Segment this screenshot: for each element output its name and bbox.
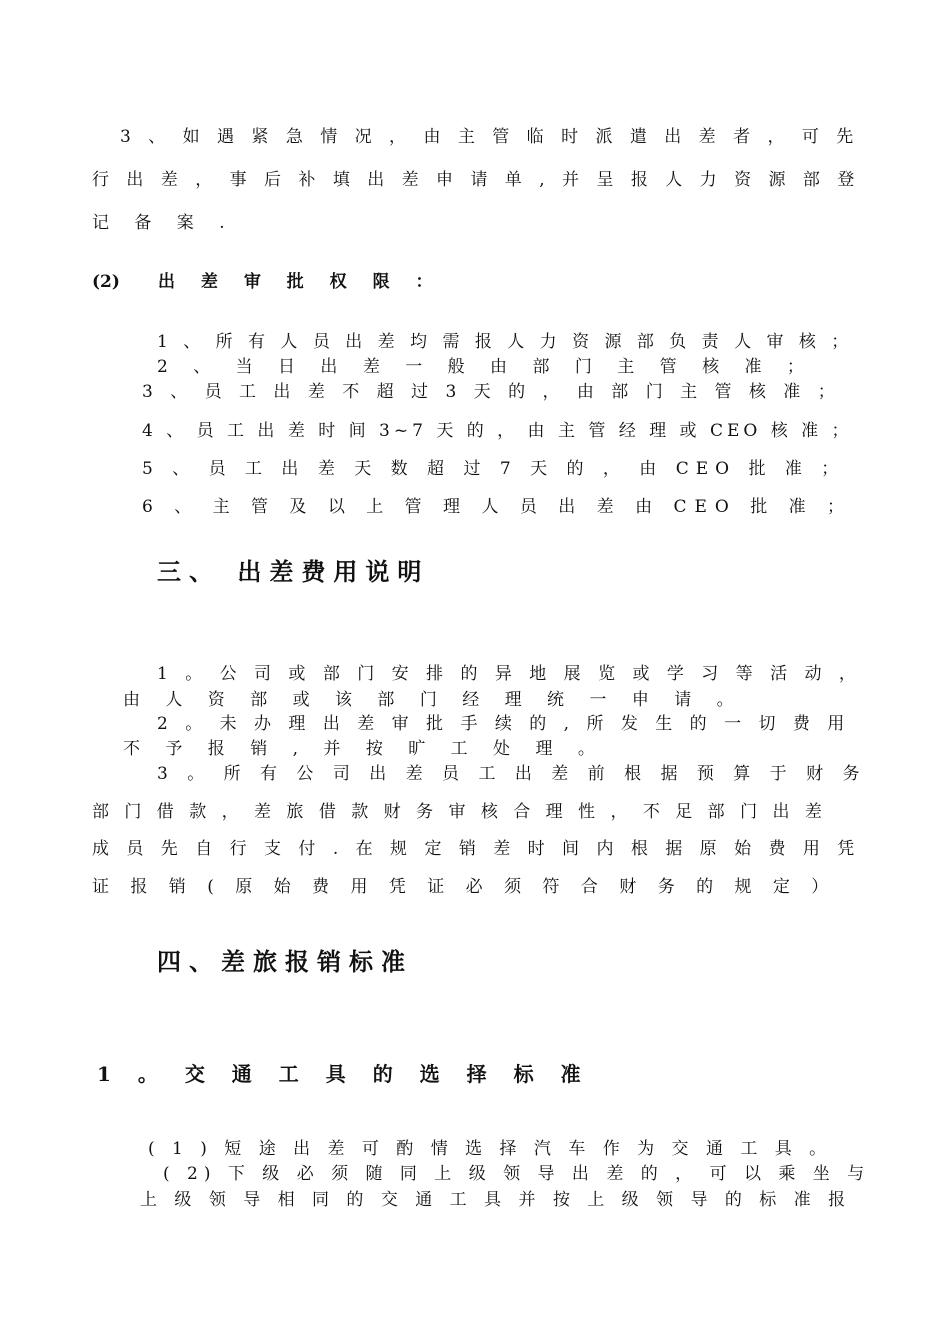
approval-heading: 出 差 审 批 权 限 ： — [158, 272, 443, 292]
list-item: 3 、 员 工 出 差 不 超 过 3 天 的 ， 由 部 门 主 管 核 准 ； — [142, 382, 841, 402]
paragraph-line: 成 员 先 自 行 支 付 . 在 规 定 销 差 时 间 内 根 据 原 始 费 用 凭 — [92, 839, 861, 859]
subsection-title: 1 。 交 通 工 具 的 选 择 标 准 — [97, 1062, 591, 1086]
list-item: 2 、 当 日 出 差 一 般 由 部 门 主 管 核 准 ； — [157, 357, 814, 377]
list-item: 1 、 所 有 人 员 出 差 均 需 报 人 力 资 源 部 负 责 人 审 核 ； — [157, 332, 854, 352]
paragraph-line: ( 1 ) 短 途 出 差 可 酌 情 选 择 汽 车 作 为 交 通 工 具 。 — [148, 1139, 833, 1159]
paragraph-line: 证 报 销 ( 原 始 费 用 凭 证 必 须 符 合 财 务 的 规 定 ） — [92, 877, 837, 897]
section-title: 四、差旅报销标准 — [157, 947, 413, 976]
paragraph-line: 行 出 差 ， 事 后 补 填 出 差 申 请 单 , 并 呈 报 人 力 资 源 部 登 — [92, 170, 861, 190]
paragraph-line: ( 2) 下 级 必 须 随 同 上 级 领 导 出 差 的 ， 可 以 乘 坐 与 — [163, 1164, 871, 1184]
paragraph-line: 1 。 公 司 或 部 门 安 排 的 异 地 展 览 或 学 习 等 活 动 ， — [157, 664, 862, 684]
paragraph-line: 2 。 未 办 理 出 差 审 批 手 续 的 , 所 发 生 的 一 切 费 用 — [157, 714, 851, 734]
paragraph-line: 3 。 所 有 公 司 出 差 员 工 出 差 前 根 据 预 算 于 财 务 — [157, 764, 867, 784]
paragraph-line: 上 级 领 导 相 同 的 交 通 工 具 并 按 上 级 领 导 的 标 准 报 — [140, 1190, 852, 1210]
paragraph-line: 不 予 报 销 , 并 按 旷 工 处 理 。 — [123, 739, 605, 759]
list-item: 4 、 员 工 出 差 时 间 3~7 天 的 ， 由 主 管 经 理 或 CEO 核 准 ； — [142, 421, 853, 441]
paragraph-line: 记 备 案 . — [92, 213, 235, 233]
paragraph-line: 由 人 资 部 或 该 部 门 经 理 统 一 申 请 。 — [123, 690, 744, 710]
list-item: 6 、 主 管 及 以 上 管 理 人 员 出 差 由 CEO 批 准 ； — [142, 497, 853, 517]
approval-heading-number: (2) — [92, 272, 120, 292]
section-title: 三、 出差费用说明 — [157, 557, 430, 586]
paragraph-line: 部 门 借 款 ， 差 旅 借 款 财 务 审 核 合 理 性 ， 不 足 部 门 出 差 — [92, 802, 827, 822]
list-item: 5 、 员 工 出 差 天 数 超 过 7 天 的 ， 由 CEO 批 准 ； — [142, 459, 846, 479]
paragraph-line: 3 、 如 遇 紧 急 情 况 ， 由 主 管 临 时 派 遣 出 差 者 ， 可 先 — [120, 127, 860, 147]
